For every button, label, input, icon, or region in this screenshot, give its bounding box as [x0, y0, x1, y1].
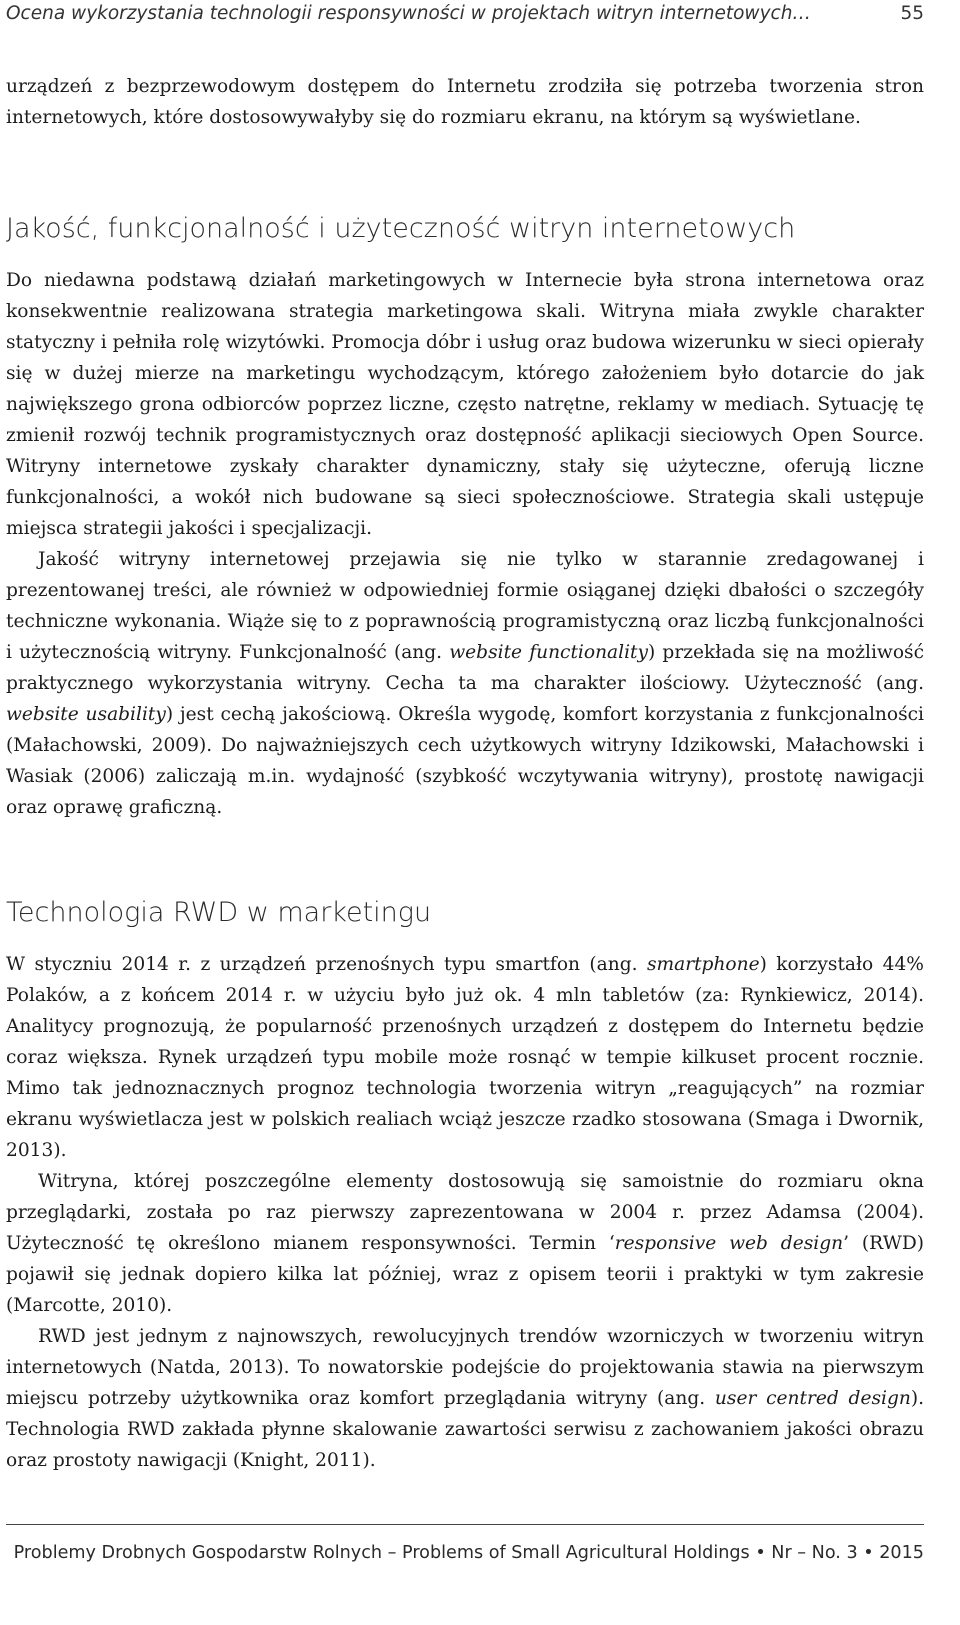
section-rwd-body: [6, 949, 924, 1476]
text-run: ) jest cechą jakościową. Określa wygodę, komfort korzystania z funkcjonalności (Małachowski, 2009). Do najważniejszych cech użytkowych witryny Idzikowski, Małachowski i Wasiak (2006) zaliczają m.in. wydajność (szybkość wczytywania witryny), prostotę nawigacji oraz oprawę graficzną.: [6, 704, 924, 818]
running-head: [6, 0, 924, 28]
section-quality-body: [6, 265, 924, 823]
paragraph: [6, 1166, 924, 1321]
italic-term: smartphone: [646, 954, 760, 975]
intro-paragraph: [6, 71, 924, 133]
paragraph: [6, 949, 924, 1166]
journal-footer: Problemy Drobnych Gospodarstw Rolnych – Problems of Small Agricultural Holdings • Nr – No. 3 • 2015: [13, 1543, 924, 1563]
intro-text: urządzeń z bezprzewodowym dostępem do Internetu zrodziła się potrzeba tworzenia stron internetowych, które dostosowywałyby się do rozmiaru ekranu, na którym są wyświetlane.: [6, 76, 924, 128]
text-run: ) przekłada się na możliwość praktycznego wykorzystania witryny. Cecha ta ma charakter ilościowy. Użyteczność (ang.: [6, 642, 924, 694]
text-run: Witryna, której poszczególne elementy dostosowują się samoistnie do rozmiaru okna przeglądarki, została po raz pierwszy zaprezentowana w 2004 r. przez Adamsa (2004). Użyteczność tę określono mianem responsywności. Termin ‘: [6, 1171, 924, 1254]
text-run: ). Technologia RWD zakłada płynne skalowanie zawartości serwisu z zachowaniem jakości obrazu oraz prostoty nawigacji (Knight, 2011).: [6, 1388, 924, 1471]
italic-term: website usability: [6, 704, 166, 725]
text-run: W styczniu 2014 r. z urządzeń przenośnych typu smartfon (ang.: [6, 954, 647, 975]
text-run: ) korzystało 44% Polaków, a z końcem 2014 r. w użyciu było już ok. 4 mln tabletów (za: Rynkiewicz, 2014). Analitycy prognozują, że popularność przenośnych urządzeń z dostępem do Internetu będzie coraz większa. Rynek urządzeń typu mobile może rosnąć w tempie kilkuset procent rocznie. Mimo tak jednoznacznych prognoz technologia tworzenia witryn „reagujących” na rozmiar ekranu wyświetlacza jest w polskich realiach wciąż jeszcze rzadko stosowana (Smaga i Dwornik, 2013).: [6, 954, 924, 1161]
paragraph: [6, 1321, 924, 1476]
section-heading-rwd: Technologia RWD w marketingu: [6, 897, 432, 928]
italic-term: user centred design: [714, 1388, 911, 1409]
paragraph: [6, 544, 924, 823]
footer-rule: [6, 1524, 924, 1525]
page-number: 55: [900, 3, 924, 24]
paragraph: Do niedawna podstawą działań marketingowych w Internecie była strona internetowa oraz konsekwentnie realizowana strategia marketingowa skali. Witryna miała zwykle charakter statyczny i pełniła rolę wizytówki. Promocja dóbr i usług oraz budowa wizerunku w sieci opierały się w dużej mierze na marketingu wychodzącym, którego założeniem było dotarcie do jak największego grona odbiorców poprzez liczne, często natrętne, reklamy w mediach. Sytuację tę zmienił rozwój technik programistycznych oraz dostępność aplikacji sieciowych Open Source. Witryny internetowe zyskały charakter dynamiczny, stały się użyteczne, oferują liczne funkcjonalności, a wokół nich budowane są sieci społecznościowe. Strategia skali ustępuje miejsca strategii jakości i specjalizacji.: [6, 270, 924, 539]
section-heading-quality: Jakość, funkcjonalność i użyteczność witryn internetowych: [6, 213, 796, 244]
running-head-title: Ocena wykorzystania technologii responsywności w projektach witryn internetowych…: [6, 3, 811, 24]
italic-term: website functionality: [449, 642, 648, 663]
text-run: Jakość witryny internetowej przejawia się nie tylko w starannie zredagowanej i prezentowanej treści, ale również w odpowiedniej formie osiąganej dzięki dbałości o szczegóły techniczne wykonania. Wiąże się to z poprawnością programistyczną oraz liczbą funkcjonalności i użytecznością witryny. Funkcjonalność (ang.: [6, 549, 924, 663]
text-run: ’ (RWD) pojawił się jednak dopiero kilka lat później, wraz z opisem teorii i praktyki w tym zakresie (Marcotte, 2010).: [6, 1233, 924, 1316]
text-run: RWD jest jednym z najnowszych, rewolucyjnych trendów wzorniczych w tworzeniu witryn internetowych (Natda, 2013). To nowatorskie podejście do projektowania stawia na pierwszym miejscu potrzeby użytkownika oraz komfort przeglądania witryny (ang.: [6, 1326, 924, 1409]
italic-term: responsive web design: [614, 1233, 844, 1254]
